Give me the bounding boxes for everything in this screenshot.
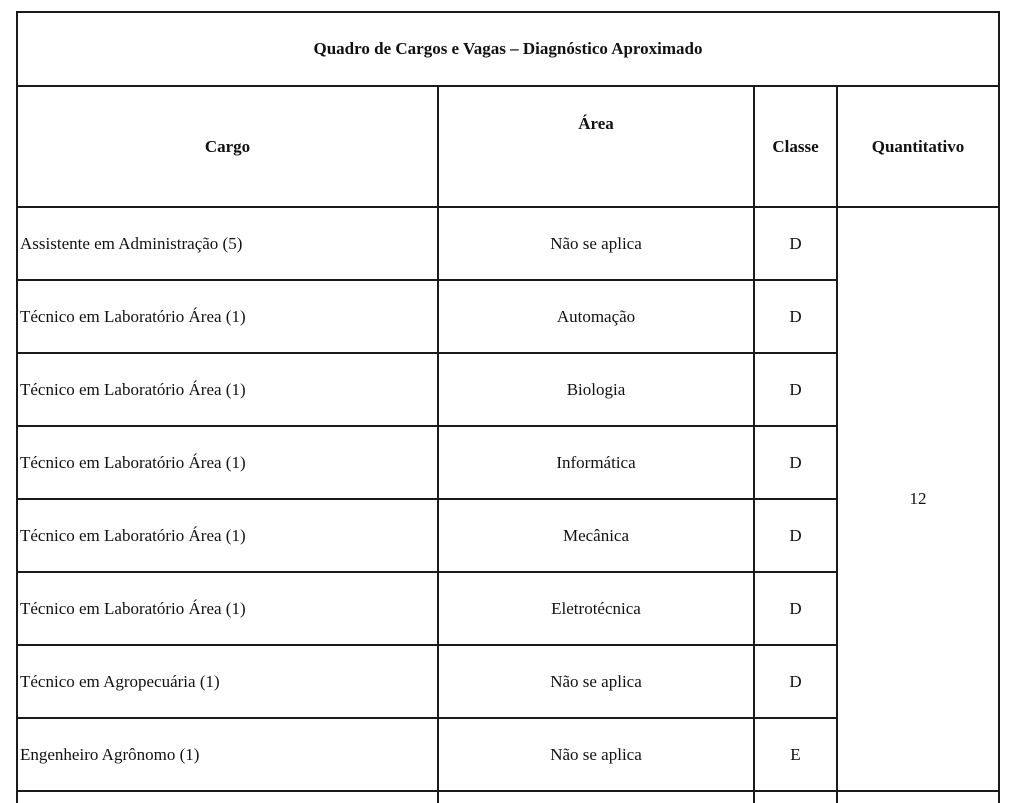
cargo-cell: Técnico em Laboratório Área (1) (17, 499, 438, 572)
area-cell: Eletrotécnica (438, 572, 754, 645)
table-title-row (17, 12, 999, 86)
classe-cell: D (754, 572, 837, 645)
cargo-cell: Técnico em Laboratório Área (1) (17, 353, 438, 426)
cargo-cell: Técnico em Laboratório Área (1) (17, 280, 438, 353)
cargo-cell: Assistente em Administração (5) (17, 207, 438, 280)
header-quantitativo: Quantitativo (837, 86, 999, 207)
classe-cell: D (754, 499, 837, 572)
area-cell: Não se aplica (438, 718, 754, 791)
cargos-vagas-table (16, 11, 1000, 803)
cargo-cell: Técnico em Laboratório Área (1) (17, 426, 438, 499)
area-cell: Não se aplica (438, 645, 754, 718)
header-area: Área (438, 86, 754, 207)
table-header-row (17, 86, 999, 207)
area-cell: Mecânica (438, 499, 754, 572)
area-cell: Automação (438, 280, 754, 353)
header-cargo: Cargo (17, 86, 438, 207)
cargo-cell: Engenheiro Agrônomo (1) (17, 718, 438, 791)
table-row (17, 207, 999, 280)
header-classe: Classe (754, 86, 837, 207)
classe-cell: D (754, 280, 837, 353)
quantitativo-cell: 12 (837, 207, 999, 791)
table-title: Quadro de Cargos e Vagas – Diagnóstico Aproximado (17, 12, 999, 86)
classe-cell: E (754, 718, 837, 791)
classe-cell: D (754, 353, 837, 426)
area-cell: Biologia (438, 353, 754, 426)
classe-cell: D (754, 207, 837, 280)
area-cell: Não se aplica (438, 207, 754, 280)
cargo-cell: Técnico em Laboratório Área (1) (17, 572, 438, 645)
area-cell: Informática (438, 426, 754, 499)
classe-cell: D (754, 645, 837, 718)
cargo-cell: Técnico em Agropecuária (1) (17, 645, 438, 718)
classe-cell: D (754, 426, 837, 499)
